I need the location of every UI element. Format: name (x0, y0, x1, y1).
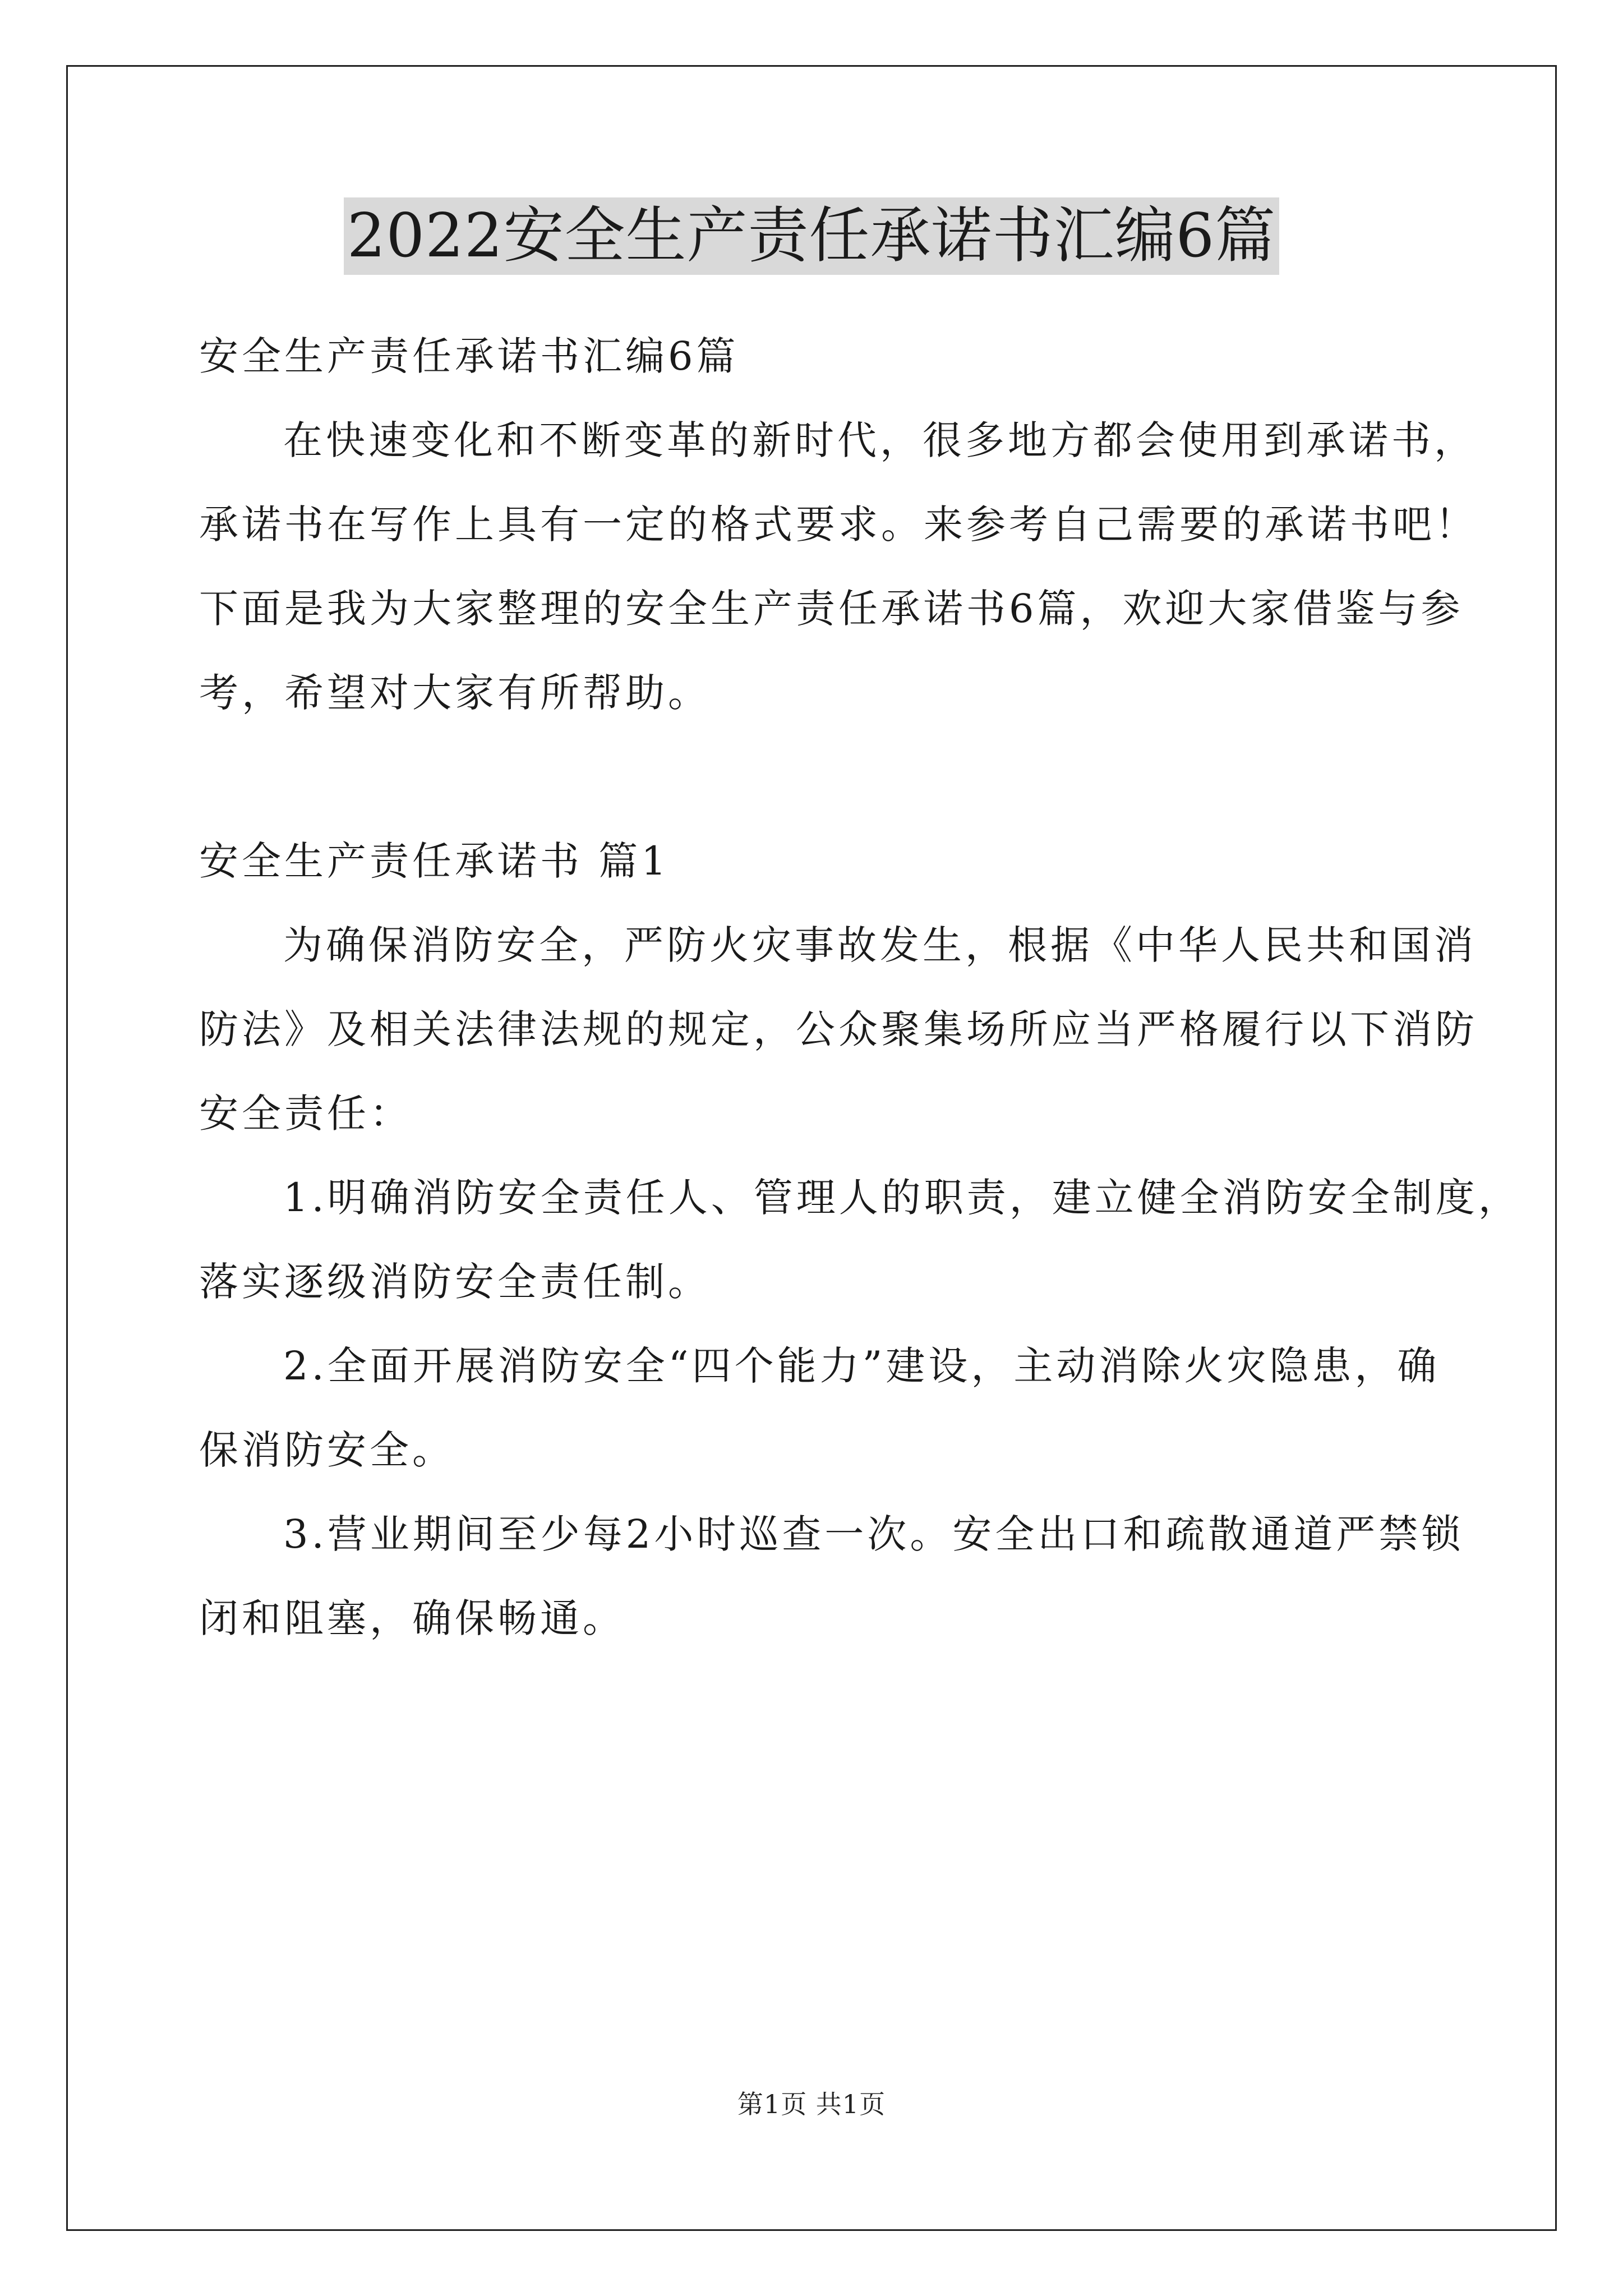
document-body (199, 314, 1521, 1660)
body-text-line: 在快速变化和不断变革的新时代，很多地方都会使用到承诺书， (283, 417, 1477, 463)
paragraph-gap (199, 735, 1455, 819)
body-text-line: 保消防安全。 (199, 1427, 455, 1473)
body-text-line: 承诺书在写作上具有一定的格式要求。来参考自己需要的承诺书吧！ (199, 501, 1478, 547)
body-text-line: 下面是我为大家整理的安全生产责任承诺书6篇，欢迎大家借鉴与参 (199, 586, 1464, 632)
document-title: 2022安全生产责任承诺书汇编6篇 (344, 197, 1280, 275)
body-text-line: 考，希望对大家有所帮助。 (199, 670, 711, 716)
body-text-line: 3.营业期间至少每2小时巡查一次。安全出口和疏散通道严禁锁 (283, 1511, 1464, 1557)
body-text-line: 安全生产责任承诺书汇编6篇 (199, 333, 739, 379)
page-footer: 第1页 共1页 (737, 2089, 886, 2119)
body-text-line: 防法》及相关法律法规的规定，公众聚集场所应当严格履行以下消防 (199, 1006, 1478, 1052)
body-text-line: 落实逐级消防安全责任制。 (199, 1259, 711, 1305)
body-text-line: 闭和阻塞，确保畅通。 (199, 1595, 625, 1641)
body-text-line: 安全生产责任承诺书 篇1 (199, 838, 670, 884)
title-container (0, 197, 1623, 275)
body-text-line: 2.全面开展消防安全“四个能力”建设，主动消除火灾隐患，确 (283, 1343, 1440, 1389)
body-text-line: 安全责任： (199, 1091, 412, 1137)
body-text-line: 1.明确消防安全责任人、管理人的职责，建立健全消防安全制度， (283, 1175, 1521, 1221)
body-text-line: 为确保消防安全，严防火灾事故发生，根据《中华人民共和国消 (283, 922, 1477, 968)
